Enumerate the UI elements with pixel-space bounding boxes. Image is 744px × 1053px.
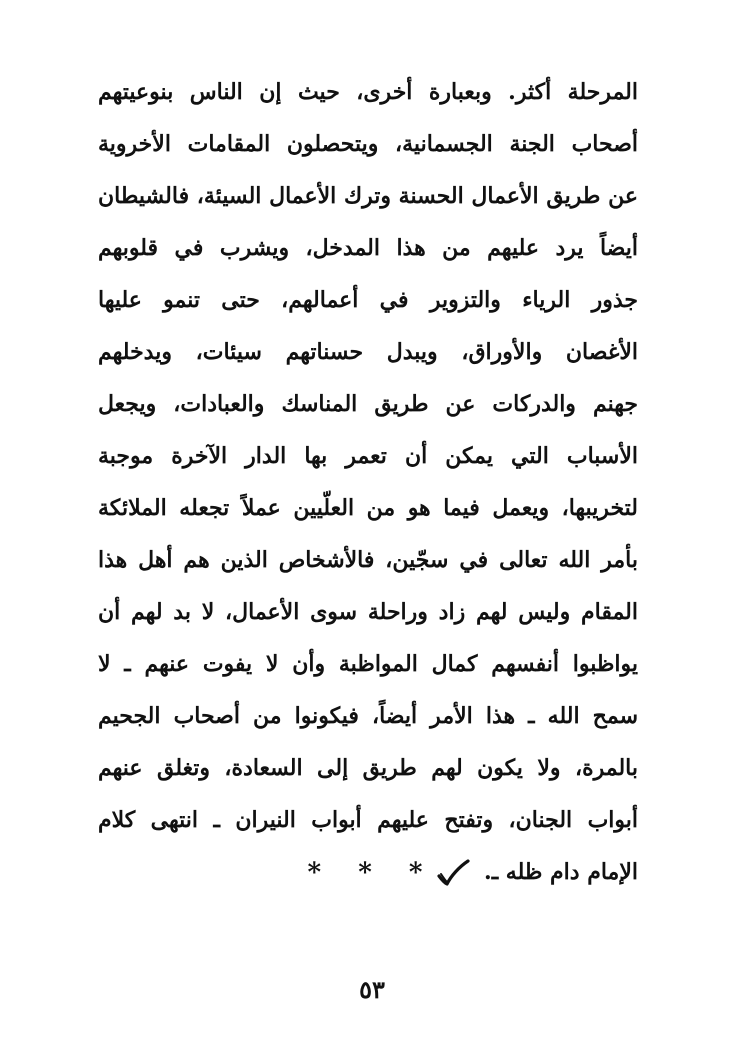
text-line: سمح الله ـ هذا الأمر أيضاً، فيكونوا من أصحاب الجحيم (98, 703, 638, 729)
page-number: ٥٣ (359, 975, 385, 1004)
body-text (98, 66, 638, 898)
text-line: بأمر الله تعالى في سجّين، فالأشخاص الذين هم أهل هذا (98, 547, 638, 573)
text-line: عن طريق الأعمال الحسنة وترك الأعمال السيئة، فالشيطان (98, 183, 638, 209)
text-line: الأسباب التي يمكن أن تعمر بها الدار الآخرة موجبة (98, 443, 638, 469)
section-ornament: * * * (307, 858, 437, 888)
text-line: المقام وليس لهم زاد وراحلة سوى الأعمال، لا بد لهم أن (98, 599, 638, 625)
last-line-text: الإمام دام ظله ـ. (484, 859, 638, 885)
text-line: لتخريبها، ويعمل فيما هو من العلّيين عملاً تجعله الملائكة (98, 495, 638, 521)
text-line: جذور الرياء والتزوير في أعمالهم، حتى تنمو عليها (98, 287, 638, 313)
text-line: أصحاب الجنة الجسمانية، ويتحصلون المقامات الأخروية (98, 131, 638, 157)
text-line: أبواب الجنان، وتفتح عليهم أبواب النيران ـ انتهى كلام (98, 807, 638, 833)
text-line: جهنم والدركات عن طريق المناسك والعبادات، ويجعل (98, 391, 638, 417)
text-line: المرحلة أكثر. وبعبارة أخرى، حيث إن الناس بنوعيتهم (98, 79, 638, 105)
text-line: الأغصان والأوراق، ويبدل حسناتهم سيئات، ويدخلهم (98, 339, 638, 365)
text-line: أيضاً يرد عليهم من هذا المدخل، ويشرب في قلوبهم (98, 235, 638, 261)
text-line: يواظبوا أنفسهم كمال المواظبة وأن لا يفوت عنهم ـ لا (98, 651, 638, 677)
text-line: بالمرة، ولا يكون لهم طريق إلى السعادة، وتغلق عنهم (98, 755, 638, 781)
